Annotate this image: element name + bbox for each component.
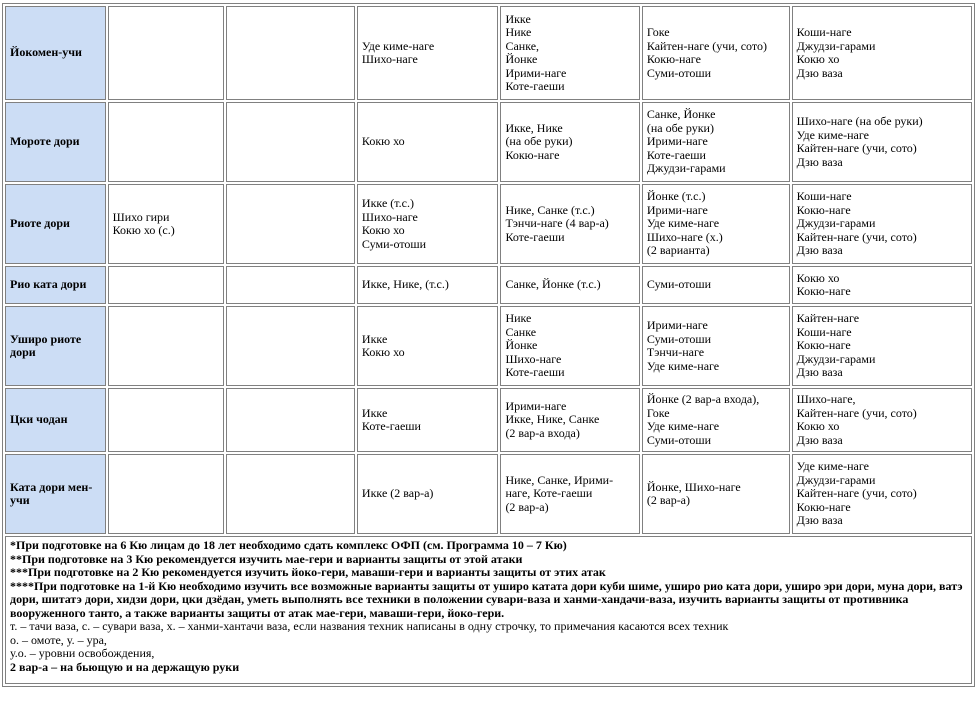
technique-cell xyxy=(108,454,224,534)
technique-cell xyxy=(357,266,499,304)
technique-line: Джудзи-гарами xyxy=(796,216,876,231)
technique-line: Кокю-наге xyxy=(796,499,851,514)
technique-line: Шихо-наге xyxy=(505,351,562,366)
technique-line: Ирими-наге xyxy=(505,65,567,80)
technique-line: Кокю-наге xyxy=(796,338,851,353)
legend-item: у.о. – уровни освобождения, xyxy=(10,646,155,660)
technique-line: Кокю хо xyxy=(361,345,405,359)
program-table-wrapper xyxy=(2,3,975,687)
technique-line: Тэнчи-наге xyxy=(646,345,705,359)
technique-line: Икке, Нике, (т.с.) xyxy=(361,277,449,292)
technique-cell xyxy=(108,306,224,386)
technique-line: (2 вар-а) xyxy=(505,499,549,514)
technique-line: Дзю ваза xyxy=(796,365,843,380)
technique-line: Санке xyxy=(505,324,537,339)
technique-line: Кайтен-наге (учи, сото) xyxy=(646,38,767,53)
technique-line: Уде киме-наге xyxy=(646,419,720,433)
technique-cell xyxy=(500,454,639,534)
technique-cell xyxy=(500,388,639,452)
technique-line: (2 варианта) xyxy=(646,243,710,258)
technique-line: Икке xyxy=(505,11,531,26)
table-row xyxy=(5,6,972,100)
legend-list xyxy=(10,620,967,674)
technique-line: Кайтен-наге (учи, сото) xyxy=(796,405,917,420)
technique-cell xyxy=(226,388,355,452)
technique-line: Гоке xyxy=(646,405,670,420)
technique-line: Коши-наге xyxy=(796,324,852,339)
notes-row xyxy=(5,536,972,684)
technique-line: Джудзи-гарами xyxy=(796,351,876,366)
technique-line: (на обе руки) xyxy=(505,134,573,149)
technique-cell xyxy=(357,6,499,100)
technique-line: Кокю хо (с.) xyxy=(112,223,175,237)
technique-cell xyxy=(226,102,355,182)
technique-cell xyxy=(357,306,499,386)
technique-line: Санке, Йонке (т.с.) xyxy=(505,277,601,292)
technique-line: Шихо гири xyxy=(112,209,170,224)
techniques-table xyxy=(2,3,975,687)
legend-item: о. – омоте, у. – ура, xyxy=(10,632,107,647)
technique-line: Кокю хо xyxy=(796,52,840,66)
technique-line: Икке xyxy=(361,331,388,346)
technique-line: Йонке, Шихо-наге xyxy=(646,479,741,494)
technique-line: Уде киме-наге xyxy=(796,127,869,142)
technique-line: Ирими-наге xyxy=(646,202,708,217)
technique-line: Коте-гаеши xyxy=(646,147,706,162)
technique-line: Дзю ваза xyxy=(796,154,843,169)
technique-cell xyxy=(792,388,972,452)
technique-line: Кокю-наге xyxy=(796,284,851,298)
technique-line: Суми-отоши xyxy=(646,331,712,346)
technique-line: Коте-гаеши xyxy=(505,229,565,244)
technique-line: Уде киме-наге xyxy=(646,358,720,373)
table-row xyxy=(5,306,972,386)
technique-cell xyxy=(357,454,499,534)
technique-line: Шихо-наге (х.) xyxy=(646,229,723,244)
technique-line: Ирими-наге xyxy=(646,134,708,149)
technique-line: Дзю ваза xyxy=(796,432,843,447)
technique-cell xyxy=(792,184,972,264)
row-header: Риоте дори xyxy=(5,184,106,264)
technique-cell xyxy=(642,388,790,452)
technique-cell xyxy=(642,306,790,386)
technique-line: Тэнчи-наге (4 вар-а) xyxy=(505,216,609,231)
technique-line: Кокю хо xyxy=(796,270,840,285)
technique-line: Шихо-наге xyxy=(361,209,418,224)
technique-line: Кайтен-наге xyxy=(796,311,860,326)
technique-line: Санке, xyxy=(505,38,540,53)
technique-cell xyxy=(642,6,790,100)
technique-cell xyxy=(500,6,639,100)
technique-cell xyxy=(357,102,499,182)
technique-line: Кайтен-наге (учи, сото) xyxy=(796,486,917,501)
technique-line: Коши-наге xyxy=(796,189,852,204)
technique-cell xyxy=(226,454,355,534)
technique-cell xyxy=(792,306,972,386)
row-header: Рио ката дори xyxy=(5,266,106,304)
technique-cell xyxy=(357,184,499,264)
technique-cell xyxy=(226,266,355,304)
row-header: Цки чодан xyxy=(5,388,106,452)
technique-line: Кокю хо xyxy=(796,419,840,433)
technique-cell xyxy=(108,102,224,182)
technique-cell xyxy=(792,102,972,182)
technique-line: Кокю хо xyxy=(361,223,405,237)
technique-cell xyxy=(226,184,355,264)
technique-line: Коши-наге xyxy=(796,25,852,39)
technique-line: Суми-отоши xyxy=(361,236,427,251)
legend-item: 2 вар-а – на бьющую и на держащую руки xyxy=(10,659,240,674)
technique-cell xyxy=(108,266,224,304)
row-header: Йокомен-учи xyxy=(5,6,106,100)
technique-line: Шихо-наге, xyxy=(796,392,856,406)
table-row xyxy=(5,102,972,182)
technique-cell xyxy=(500,306,639,386)
technique-line: Уде киме-наге xyxy=(361,38,435,53)
technique-line: Кайтен-наге (учи, сото) xyxy=(796,141,917,155)
table-row xyxy=(5,184,972,264)
technique-line: Йонке (2 вар-а входа), xyxy=(646,392,760,406)
technique-line: Кокю-наге xyxy=(505,147,560,162)
technique-cell xyxy=(226,6,355,100)
technique-line: Нике xyxy=(505,25,532,39)
table-row xyxy=(5,266,972,304)
technique-cell xyxy=(226,306,355,386)
row-header: Мороте дори xyxy=(5,102,106,182)
technique-cell xyxy=(108,6,224,100)
technique-cell xyxy=(792,266,972,304)
technique-line: (2 вар-а) xyxy=(646,493,691,507)
table-row xyxy=(5,388,972,452)
technique-line: Икке, Нике, Санке xyxy=(505,412,600,427)
technique-cell xyxy=(500,266,639,304)
technique-line: Йонке xyxy=(505,52,538,66)
technique-line: Суми-отоши xyxy=(646,65,712,80)
technique-line: Суми-отоши xyxy=(646,432,712,447)
technique-line: Кокю-наге xyxy=(796,202,851,217)
technique-line: Йонке xyxy=(505,338,538,353)
technique-line: Кайтен-наге (учи, сото) xyxy=(796,229,917,244)
technique-line: Нике, Санке, Ирими- xyxy=(505,472,614,487)
technique-line: Дзю ваза xyxy=(796,243,843,258)
technique-cell xyxy=(108,388,224,452)
technique-line: Джудзи-гарами xyxy=(646,161,726,176)
technique-line: Дзю ваза xyxy=(796,65,843,80)
technique-line: Дзю ваза xyxy=(796,513,843,528)
technique-cell xyxy=(642,266,790,304)
technique-line: Икке (т.с.) xyxy=(361,196,414,210)
technique-cell xyxy=(357,388,499,452)
technique-cell xyxy=(642,454,790,534)
technique-line: Санке, Йонке xyxy=(646,107,716,122)
technique-line: Нике, Санке (т.с.) xyxy=(505,202,595,217)
row-header: Ката дори мен-учи xyxy=(5,454,106,534)
note-item: **При подготовке на 3 Кю рекомендуется изучить мае-гери и варианты защиты от этой атаки xyxy=(10,551,523,566)
technique-line: Ирими-наге xyxy=(646,318,708,332)
technique-line: (2 вар-а входа) xyxy=(505,425,580,440)
technique-cell xyxy=(500,102,639,182)
note-item: *При подготовке на 6 Кю лицам до 18 лет необходимо сдать комплекс ОФП (см. Программа 10 – 7 Кю) xyxy=(10,538,567,552)
technique-line: (на обе руки) xyxy=(646,120,714,135)
note-item: ****При подготовке на 1-й Кю необходимо изучить все возможные варианты защиты от уширо катата дори куби шиме, уширо рио ката дори, уширо эри дори, муна дори, ватэ дори, шитатэ дори, хидзи дори, цки дзёдан, уметь выполнять все техники в положении сувари-ваза и ханми-хандачи-ваза, изучить варианты защиты от противника вооруженного танто, а также варианты защиты от атак мае-гери, маваши-гери, йоко-гери. xyxy=(10,578,963,620)
technique-cell xyxy=(500,184,639,264)
technique-line: наге, Коте-гаеши xyxy=(505,486,593,501)
technique-line: Уде киме-наге xyxy=(796,459,869,474)
technique-line: Гоке xyxy=(646,25,670,39)
technique-line: Коте-гаеши xyxy=(505,365,565,380)
technique-cell xyxy=(642,102,790,182)
technique-line: Шихо-наге xyxy=(361,52,418,66)
technique-line: Кокю хо xyxy=(361,134,405,149)
technique-line: Ирими-наге xyxy=(505,398,567,413)
technique-line: Коте-гаеши xyxy=(505,79,565,93)
technique-line: Икке xyxy=(361,405,388,420)
technique-line: Джудзи-гарами xyxy=(796,38,876,53)
technique-line: Икке, Нике xyxy=(505,120,563,135)
notes-list xyxy=(10,539,967,620)
technique-cell xyxy=(792,6,972,100)
technique-line: Суми-отоши xyxy=(646,277,712,292)
technique-cell xyxy=(792,454,972,534)
technique-line: Икке (2 вар-а) xyxy=(361,486,434,501)
legend-item: т. – тачи ваза, с. – сувари ваза, х. – ханми-хантачи ваза, если названия техник написаны в одну строчку, то примечания касаются всех техник xyxy=(10,619,729,633)
technique-line: Нике xyxy=(505,311,532,326)
table-row xyxy=(5,454,972,534)
technique-line: Джудзи-гарами xyxy=(796,472,876,487)
technique-line: Шихо-наге (на обе руки) xyxy=(796,114,923,128)
technique-line: Кокю-наге xyxy=(646,52,701,66)
row-header: Уширо риоте дори xyxy=(5,306,106,386)
note-item: ***При подготовке на 2 Кю рекомендуется изучить йоко-гери, маваши-гери и варианты защиты от этих атак xyxy=(10,565,606,579)
notes-cell xyxy=(5,536,972,684)
technique-cell xyxy=(642,184,790,264)
technique-line: Коте-гаеши xyxy=(361,419,421,433)
technique-line: Уде киме-наге xyxy=(646,216,720,231)
technique-line: Йонке (т.с.) xyxy=(646,189,706,204)
technique-cell xyxy=(108,184,224,264)
